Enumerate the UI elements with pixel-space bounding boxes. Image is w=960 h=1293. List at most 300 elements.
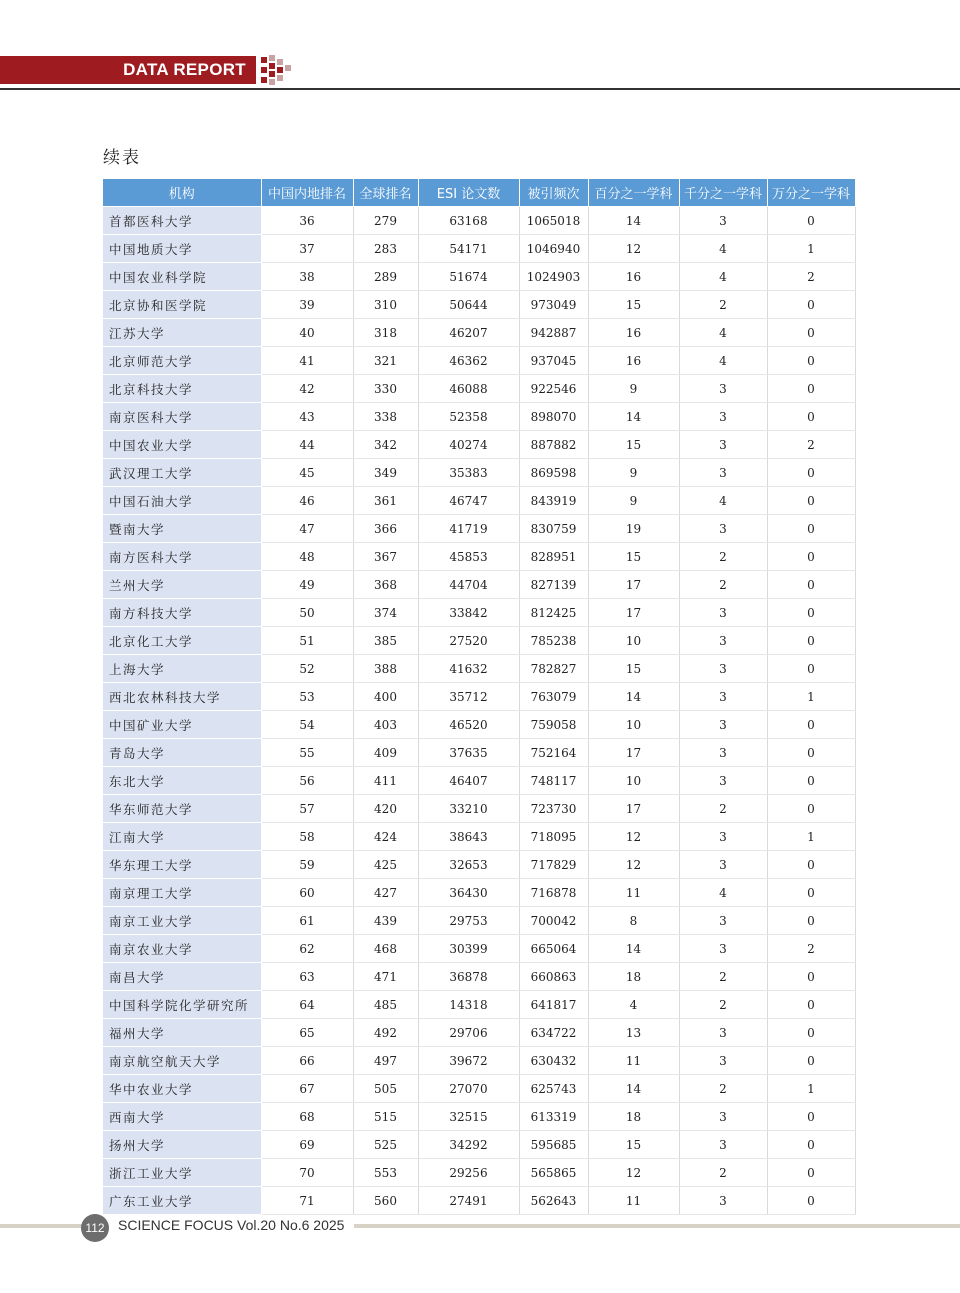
value-cell: 1046940 <box>519 235 588 263</box>
institution-cell: 东北大学 <box>103 767 261 795</box>
column-header: 机构 <box>103 179 261 207</box>
value-cell: 1024903 <box>519 263 588 291</box>
value-cell: 485 <box>353 991 418 1019</box>
value-cell: 0 <box>767 711 855 739</box>
value-cell: 33842 <box>418 599 519 627</box>
table-row <box>103 1159 855 1187</box>
value-cell: 0 <box>767 515 855 543</box>
value-cell: 14 <box>588 683 679 711</box>
value-cell: 2 <box>767 431 855 459</box>
value-cell: 0 <box>767 571 855 599</box>
value-cell: 748117 <box>519 767 588 795</box>
institution-cell: 南京理工大学 <box>103 879 261 907</box>
value-cell: 46747 <box>418 487 519 515</box>
value-cell: 898070 <box>519 403 588 431</box>
institution-cell: 北京师范大学 <box>103 347 261 375</box>
value-cell: 385 <box>353 627 418 655</box>
value-cell: 29753 <box>418 907 519 935</box>
value-cell: 27070 <box>418 1075 519 1103</box>
institution-cell: 南京农业大学 <box>103 935 261 963</box>
value-cell: 68 <box>261 1103 353 1131</box>
value-cell: 0 <box>767 1131 855 1159</box>
value-cell: 10 <box>588 711 679 739</box>
column-header: 全球排名 <box>353 179 418 207</box>
value-cell: 942887 <box>519 319 588 347</box>
value-cell: 361 <box>353 487 418 515</box>
value-cell: 55 <box>261 739 353 767</box>
institution-cell: 西北农林科技大学 <box>103 683 261 711</box>
value-cell: 420 <box>353 795 418 823</box>
value-cell: 36878 <box>418 963 519 991</box>
value-cell: 11 <box>588 1187 679 1215</box>
institution-cell: 南京工业大学 <box>103 907 261 935</box>
value-cell: 17 <box>588 795 679 823</box>
value-cell: 50 <box>261 599 353 627</box>
value-cell: 828951 <box>519 543 588 571</box>
header-divider <box>0 88 960 90</box>
value-cell: 3 <box>679 403 767 431</box>
value-cell: 660863 <box>519 963 588 991</box>
table-row <box>103 991 855 1019</box>
value-cell: 2 <box>767 263 855 291</box>
value-cell: 41 <box>261 347 353 375</box>
value-cell: 0 <box>767 543 855 571</box>
value-cell: 45 <box>261 459 353 487</box>
value-cell: 2 <box>679 571 767 599</box>
value-cell: 0 <box>767 459 855 487</box>
value-cell: 2 <box>679 795 767 823</box>
column-header: 百分之一学科 <box>588 179 679 207</box>
value-cell: 17 <box>588 599 679 627</box>
value-cell: 922546 <box>519 375 588 403</box>
value-cell: 15 <box>588 655 679 683</box>
value-cell: 48 <box>261 543 353 571</box>
table-row <box>103 207 855 235</box>
value-cell: 38 <box>261 263 353 291</box>
journal-info: SCIENCE FOCUS Vol.20 No.6 2025 <box>118 1217 345 1233</box>
value-cell: 42 <box>261 375 353 403</box>
value-cell: 19 <box>588 515 679 543</box>
value-cell: 0 <box>767 991 855 1019</box>
value-cell: 3 <box>679 431 767 459</box>
value-cell: 0 <box>767 1103 855 1131</box>
value-cell: 3 <box>679 375 767 403</box>
value-cell: 11 <box>588 879 679 907</box>
value-cell: 60 <box>261 879 353 907</box>
value-cell: 51674 <box>418 263 519 291</box>
institution-cell: 北京化工大学 <box>103 627 261 655</box>
institution-cell: 北京科技大学 <box>103 375 261 403</box>
value-cell: 937045 <box>519 347 588 375</box>
value-cell: 3 <box>679 823 767 851</box>
value-cell: 425 <box>353 851 418 879</box>
value-cell: 869598 <box>519 459 588 487</box>
value-cell: 0 <box>767 963 855 991</box>
value-cell: 40 <box>261 319 353 347</box>
institution-cell: 华中农业大学 <box>103 1075 261 1103</box>
table-row <box>103 683 855 711</box>
value-cell: 69 <box>261 1131 353 1159</box>
value-cell: 562643 <box>519 1187 588 1215</box>
value-cell: 400 <box>353 683 418 711</box>
table-row <box>103 711 855 739</box>
value-cell: 2 <box>679 991 767 1019</box>
column-header: 中国内地排名 <box>261 179 353 207</box>
institution-cell: 北京协和医学院 <box>103 291 261 319</box>
value-cell: 3 <box>679 739 767 767</box>
value-cell: 665064 <box>519 935 588 963</box>
value-cell: 12 <box>588 235 679 263</box>
value-cell: 0 <box>767 795 855 823</box>
value-cell: 2 <box>679 1159 767 1187</box>
value-cell: 56 <box>261 767 353 795</box>
value-cell: 3 <box>679 767 767 795</box>
institution-cell: 广东工业大学 <box>103 1187 261 1215</box>
table-row <box>103 1075 855 1103</box>
value-cell: 0 <box>767 1159 855 1187</box>
value-cell: 0 <box>767 319 855 347</box>
value-cell: 3 <box>679 655 767 683</box>
value-cell: 411 <box>353 767 418 795</box>
value-cell: 9 <box>588 487 679 515</box>
value-cell: 782827 <box>519 655 588 683</box>
value-cell: 12 <box>588 1159 679 1187</box>
table-row <box>103 851 855 879</box>
value-cell: 785238 <box>519 627 588 655</box>
value-cell: 289 <box>353 263 418 291</box>
column-header: 千分之一学科 <box>679 179 767 207</box>
institution-cell: 扬州大学 <box>103 1131 261 1159</box>
value-cell: 718095 <box>519 823 588 851</box>
institution-cell: 中国科学院化学研究所 <box>103 991 261 1019</box>
value-cell: 52 <box>261 655 353 683</box>
value-cell: 46 <box>261 487 353 515</box>
ranking-table <box>103 179 856 1215</box>
value-cell: 3 <box>679 1047 767 1075</box>
table-row <box>103 627 855 655</box>
value-cell: 330 <box>353 375 418 403</box>
footer-rule-right <box>354 1224 960 1228</box>
table-row <box>103 907 855 935</box>
value-cell: 35712 <box>418 683 519 711</box>
value-cell: 0 <box>767 291 855 319</box>
value-cell: 47 <box>261 515 353 543</box>
value-cell: 63 <box>261 963 353 991</box>
value-cell: 67 <box>261 1075 353 1103</box>
value-cell: 37 <box>261 235 353 263</box>
table-row <box>103 235 855 263</box>
value-cell: 51 <box>261 627 353 655</box>
value-cell: 0 <box>767 1187 855 1215</box>
column-header: 万分之一学科 <box>767 179 855 207</box>
value-cell: 13 <box>588 1019 679 1047</box>
value-cell: 427 <box>353 879 418 907</box>
value-cell: 37635 <box>418 739 519 767</box>
value-cell: 0 <box>767 907 855 935</box>
table-row <box>103 879 855 907</box>
value-cell: 38643 <box>418 823 519 851</box>
value-cell: 9 <box>588 459 679 487</box>
value-cell: 39 <box>261 291 353 319</box>
table-row <box>103 543 855 571</box>
value-cell: 759058 <box>519 711 588 739</box>
value-cell: 0 <box>767 375 855 403</box>
value-cell: 29256 <box>418 1159 519 1187</box>
value-cell: 9 <box>588 375 679 403</box>
footer-rule-left <box>0 1224 84 1228</box>
table-row <box>103 263 855 291</box>
value-cell: 41632 <box>418 655 519 683</box>
value-cell: 2 <box>679 543 767 571</box>
table-row <box>103 319 855 347</box>
table-row <box>103 963 855 991</box>
table-row <box>103 291 855 319</box>
value-cell: 46520 <box>418 711 519 739</box>
value-cell: 15 <box>588 543 679 571</box>
institution-cell: 浙江工业大学 <box>103 1159 261 1187</box>
value-cell: 32515 <box>418 1103 519 1131</box>
value-cell: 3 <box>679 711 767 739</box>
table-header-row <box>103 179 855 207</box>
value-cell: 32653 <box>418 851 519 879</box>
value-cell: 10 <box>588 627 679 655</box>
value-cell: 3 <box>679 1187 767 1215</box>
value-cell: 4 <box>679 879 767 907</box>
value-cell: 887882 <box>519 431 588 459</box>
table-row <box>103 795 855 823</box>
value-cell: 35383 <box>418 459 519 487</box>
value-cell: 27491 <box>418 1187 519 1215</box>
value-cell: 0 <box>767 879 855 907</box>
value-cell: 2 <box>679 963 767 991</box>
table-row <box>103 459 855 487</box>
value-cell: 16 <box>588 319 679 347</box>
institution-cell: 南方医科大学 <box>103 543 261 571</box>
value-cell: 29706 <box>418 1019 519 1047</box>
value-cell: 64 <box>261 991 353 1019</box>
value-cell: 3 <box>679 599 767 627</box>
value-cell: 17 <box>588 739 679 767</box>
table-row <box>103 1047 855 1075</box>
institution-cell: 南京医科大学 <box>103 403 261 431</box>
value-cell: 4 <box>679 235 767 263</box>
column-header: ESI 论文数 <box>418 179 519 207</box>
value-cell: 613319 <box>519 1103 588 1131</box>
value-cell: 1 <box>767 1075 855 1103</box>
value-cell: 388 <box>353 655 418 683</box>
value-cell: 630432 <box>519 1047 588 1075</box>
value-cell: 349 <box>353 459 418 487</box>
value-cell: 0 <box>767 599 855 627</box>
value-cell: 366 <box>353 515 418 543</box>
table-row <box>103 767 855 795</box>
institution-cell: 南方科技大学 <box>103 599 261 627</box>
institution-cell: 中国石油大学 <box>103 487 261 515</box>
value-cell: 14 <box>588 935 679 963</box>
section-banner: DATA REPORT <box>0 56 256 84</box>
value-cell: 310 <box>353 291 418 319</box>
institution-cell: 南昌大学 <box>103 963 261 991</box>
value-cell: 409 <box>353 739 418 767</box>
page-number-badge: 112 <box>81 1214 109 1242</box>
value-cell: 403 <box>353 711 418 739</box>
value-cell: 641817 <box>519 991 588 1019</box>
table-row <box>103 515 855 543</box>
value-cell: 3 <box>679 1103 767 1131</box>
value-cell: 46207 <box>418 319 519 347</box>
value-cell: 18 <box>588 1103 679 1131</box>
institution-cell: 江苏大学 <box>103 319 261 347</box>
value-cell: 66 <box>261 1047 353 1075</box>
value-cell: 3 <box>679 515 767 543</box>
value-cell: 0 <box>767 1019 855 1047</box>
institution-cell: 西南大学 <box>103 1103 261 1131</box>
value-cell: 374 <box>353 599 418 627</box>
value-cell: 1 <box>767 823 855 851</box>
value-cell: 4 <box>679 487 767 515</box>
value-cell: 1 <box>767 235 855 263</box>
value-cell: 3 <box>679 683 767 711</box>
value-cell: 18 <box>588 963 679 991</box>
value-cell: 752164 <box>519 739 588 767</box>
value-cell: 0 <box>767 627 855 655</box>
value-cell: 61 <box>261 907 353 935</box>
value-cell: 1 <box>767 683 855 711</box>
table-row <box>103 739 855 767</box>
table-row <box>103 655 855 683</box>
value-cell: 2 <box>679 1075 767 1103</box>
value-cell: 0 <box>767 767 855 795</box>
institution-cell: 兰州大学 <box>103 571 261 599</box>
value-cell: 367 <box>353 543 418 571</box>
value-cell: 3 <box>679 935 767 963</box>
value-cell: 58 <box>261 823 353 851</box>
chevron-arrows-icon <box>259 55 299 85</box>
value-cell: 41719 <box>418 515 519 543</box>
institution-cell: 华东师范大学 <box>103 795 261 823</box>
institution-cell: 福州大学 <box>103 1019 261 1047</box>
table-row <box>103 1019 855 1047</box>
value-cell: 763079 <box>519 683 588 711</box>
value-cell: 843919 <box>519 487 588 515</box>
value-cell: 54171 <box>418 235 519 263</box>
value-cell: 342 <box>353 431 418 459</box>
value-cell: 27520 <box>418 627 519 655</box>
institution-cell: 暨南大学 <box>103 515 261 543</box>
value-cell: 0 <box>767 347 855 375</box>
value-cell: 471 <box>353 963 418 991</box>
value-cell: 1065018 <box>519 207 588 235</box>
value-cell: 279 <box>353 207 418 235</box>
institution-cell: 江南大学 <box>103 823 261 851</box>
value-cell: 50644 <box>418 291 519 319</box>
value-cell: 15 <box>588 1131 679 1159</box>
value-cell: 424 <box>353 823 418 851</box>
institution-cell: 中国矿业大学 <box>103 711 261 739</box>
value-cell: 0 <box>767 207 855 235</box>
institution-cell: 华东理工大学 <box>103 851 261 879</box>
value-cell: 30399 <box>418 935 519 963</box>
table-row <box>103 571 855 599</box>
table-row <box>103 487 855 515</box>
value-cell: 62 <box>261 935 353 963</box>
value-cell: 14 <box>588 403 679 431</box>
value-cell: 57 <box>261 795 353 823</box>
value-cell: 973049 <box>519 291 588 319</box>
value-cell: 565865 <box>519 1159 588 1187</box>
value-cell: 15 <box>588 291 679 319</box>
value-cell: 36430 <box>418 879 519 907</box>
value-cell: 634722 <box>519 1019 588 1047</box>
value-cell: 468 <box>353 935 418 963</box>
table-row <box>103 403 855 431</box>
value-cell: 4 <box>679 263 767 291</box>
value-cell: 52358 <box>418 403 519 431</box>
value-cell: 65 <box>261 1019 353 1047</box>
value-cell: 830759 <box>519 515 588 543</box>
value-cell: 3 <box>679 1019 767 1047</box>
value-cell: 0 <box>767 1047 855 1075</box>
table-row <box>103 599 855 627</box>
value-cell: 625743 <box>519 1075 588 1103</box>
institution-cell: 中国农业科学院 <box>103 263 261 291</box>
institution-cell: 南京航空航天大学 <box>103 1047 261 1075</box>
institution-cell: 上海大学 <box>103 655 261 683</box>
value-cell: 14318 <box>418 991 519 1019</box>
value-cell: 0 <box>767 403 855 431</box>
value-cell: 54 <box>261 711 353 739</box>
institution-cell: 中国农业大学 <box>103 431 261 459</box>
column-header: 被引频次 <box>519 179 588 207</box>
value-cell: 497 <box>353 1047 418 1075</box>
table-row <box>103 347 855 375</box>
value-cell: 10 <box>588 767 679 795</box>
value-cell: 0 <box>767 655 855 683</box>
value-cell: 12 <box>588 823 679 851</box>
value-cell: 12 <box>588 851 679 879</box>
value-cell: 560 <box>353 1187 418 1215</box>
value-cell: 338 <box>353 403 418 431</box>
institution-cell: 青岛大学 <box>103 739 261 767</box>
value-cell: 321 <box>353 347 418 375</box>
value-cell: 3 <box>679 627 767 655</box>
value-cell: 553 <box>353 1159 418 1187</box>
value-cell: 39672 <box>418 1047 519 1075</box>
value-cell: 36 <box>261 207 353 235</box>
value-cell: 4 <box>679 347 767 375</box>
value-cell: 4 <box>588 991 679 1019</box>
value-cell: 14 <box>588 207 679 235</box>
value-cell: 0 <box>767 487 855 515</box>
value-cell: 33210 <box>418 795 519 823</box>
table-title: 续表 <box>103 148 141 168</box>
value-cell: 63168 <box>418 207 519 235</box>
table-row <box>103 935 855 963</box>
value-cell: 14 <box>588 1075 679 1103</box>
value-cell: 2 <box>679 291 767 319</box>
value-cell: 4 <box>679 319 767 347</box>
institution-cell: 中国地质大学 <box>103 235 261 263</box>
institution-cell: 首都医科大学 <box>103 207 261 235</box>
value-cell: 34292 <box>418 1131 519 1159</box>
value-cell: 45853 <box>418 543 519 571</box>
value-cell: 40274 <box>418 431 519 459</box>
value-cell: 492 <box>353 1019 418 1047</box>
value-cell: 3 <box>679 459 767 487</box>
value-cell: 71 <box>261 1187 353 1215</box>
value-cell: 717829 <box>519 851 588 879</box>
table-row <box>103 1187 855 1215</box>
